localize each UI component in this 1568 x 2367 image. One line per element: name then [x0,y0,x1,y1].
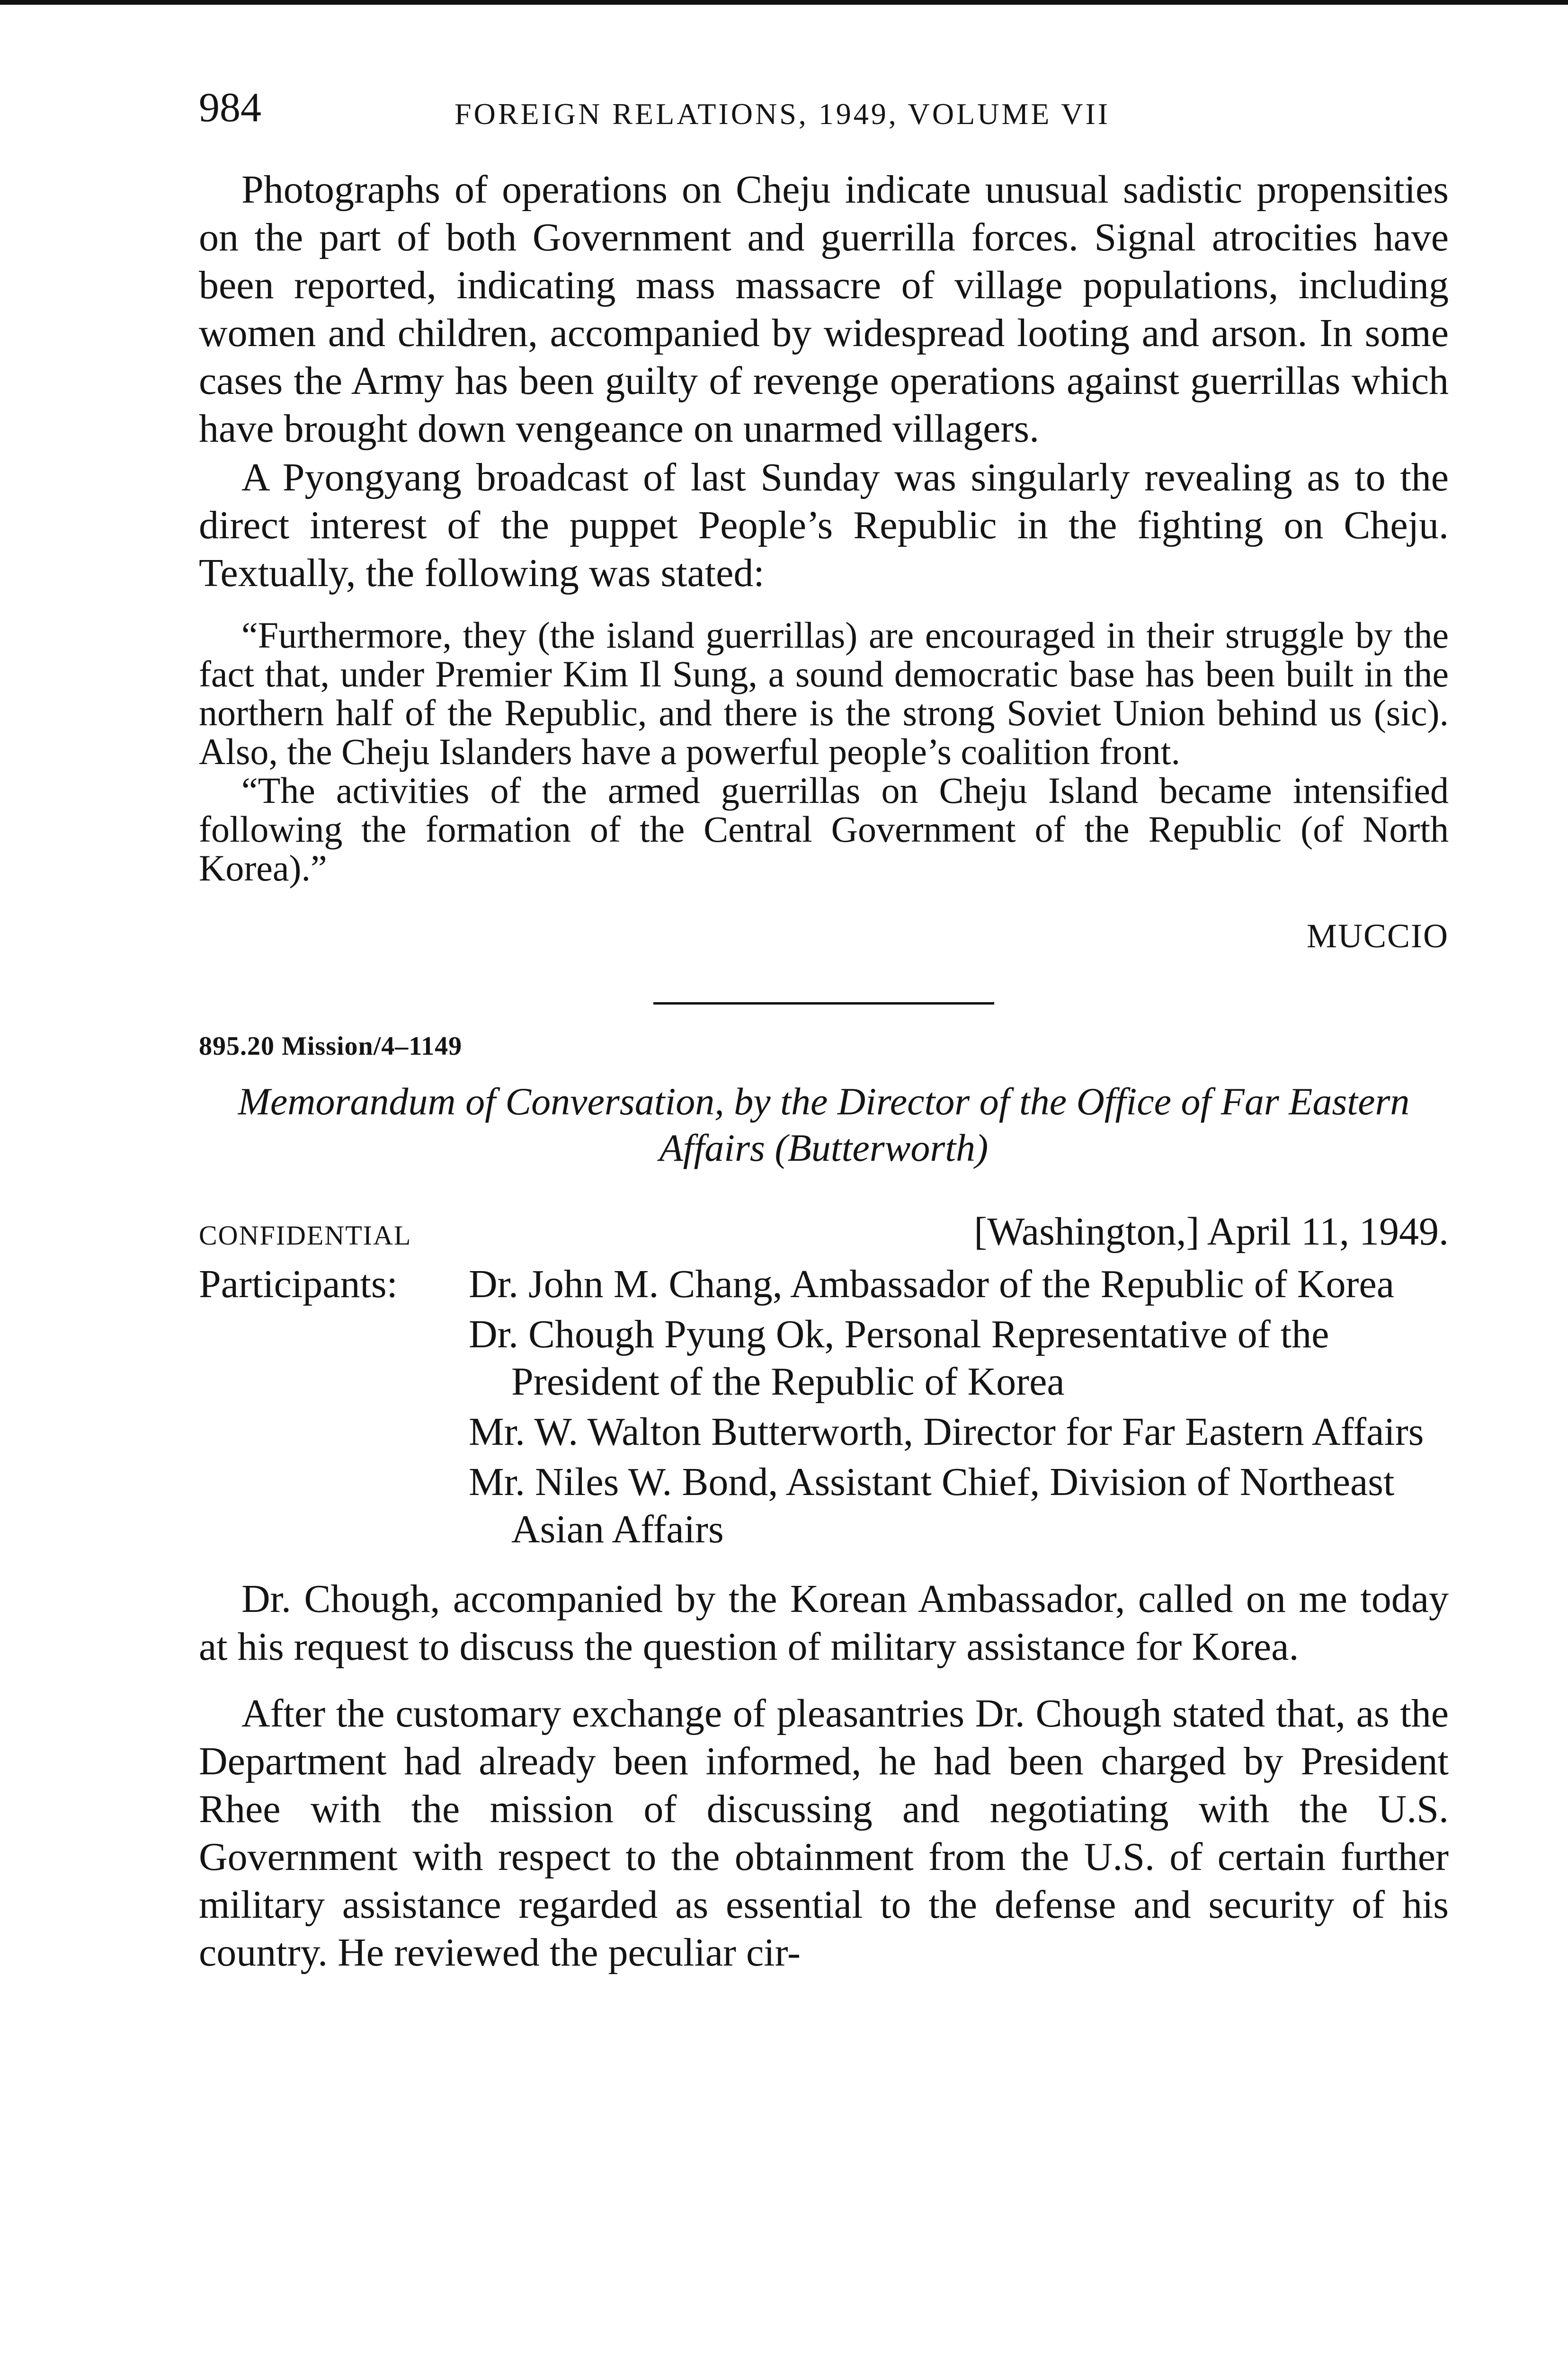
page-header [199,84,1449,141]
section-divider [653,1002,994,1005]
quoted-broadcast: “Furthermore, they (the island guerrillas) are encouraged in their struggle by the fact that, under Premier Kim Il Sung, a sound democratic base has been built in the northern half of the Republic, and there is the strong Soviet Union behind us (sic). Also, the Cheju Islanders have a powerful people’s coalition front. [199,614,1449,772]
page-body [199,166,1449,1976]
memo-paragraph: After the customary exchange of pleasantries Dr. Chough stated that, as the Department had already been informed, he had been charged by President Rhee with the mission of discussing and negotiating with the U.S. Government with respect to the obtainment from the U.S. of certain further military assistance regarded as essential to the defense and security of his country. He reviewed the peculiar cir- [199,1691,1449,1975]
participant-entry: Mr. Niles W. Bond, Assistant Chief, Division of Northeast Asian Affairs [469,1460,1395,1551]
body-paragraph: Photographs of operations on Cheju indicate unusual sadistic propensities on the part of both Government and guerrilla forces. Signal atrocities have been reported, indicating mass massacre of village populations, including women and children, accompanied by widespread looting and arson. In some cases the Army has been guilty of revenge operations against guerrillas which have brought down vengeance on unarmed villagers. [199,168,1449,451]
scan-top-border [0,0,1568,5]
memo-meta [199,1208,1449,1257]
dateline: [Washington,] April 11, 1949. [974,1210,1449,1254]
participants-block [199,1261,1449,1556]
body-paragraph: A Pyongyang broadcast of last Sunday was singularly revealing as to the direct interest of the puppet People’s Republic in the fighting on Cheju. Textually, the following was stated: [199,455,1449,595]
participants-list [469,1261,1449,1556]
participant-entry: Dr. Chough Pyung Ok, Personal Representative of the President of the Republic of Korea [469,1312,1329,1404]
signature: MUCCIO [1306,917,1449,955]
running-head: FOREIGN RELATIONS, 1949, VOLUME VII [454,97,1111,131]
classification-marking: CONFIDENTIAL [199,1220,412,1251]
participant-entry: Mr. W. Walton Butterworth, Director for Far Eastern Affairs [469,1410,1424,1454]
memo-paragraph: Dr. Chough, accompanied by the Korean Ambassador, called on me today at his request to discuss the question of military assistance for Korea. [199,1577,1449,1669]
page-number: 984 [199,85,261,131]
quoted-broadcast: “The activities of the armed guerrillas on Cheju Island became intensified following the formation of the Central Government of the Republic (of North Korea).” [199,770,1449,889]
participants-label: Participants: [199,1262,398,1306]
participant-entry: Dr. John M. Chang, Ambassador of the Republic of Korea [469,1262,1395,1306]
file-reference: 895.20 Mission/4–1149 [199,1032,463,1061]
memo-title: Memorandum of Conversation, by the Director of the Office of Far Eastern Affairs (Butterworth) [238,1080,1410,1169]
